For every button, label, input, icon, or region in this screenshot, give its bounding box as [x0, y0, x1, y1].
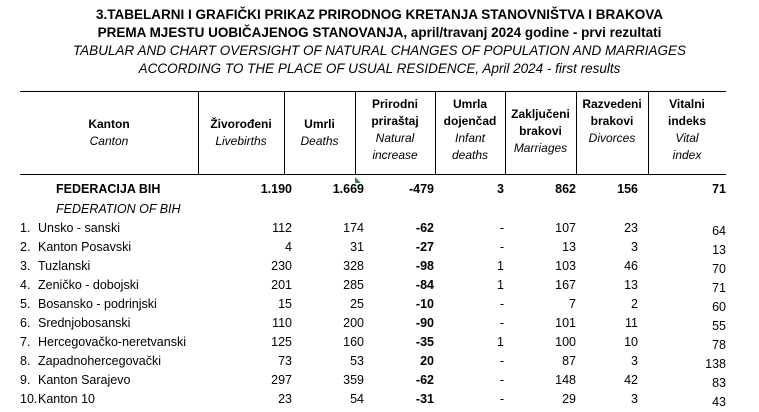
- header-infant-deaths: Umrla dojenčad Infant deaths: [443, 97, 497, 162]
- cell-marriages: 103: [555, 259, 576, 273]
- total-marriages: 862: [555, 182, 576, 196]
- cell-divorces: 42: [624, 373, 638, 387]
- cell-divorces: 10: [624, 335, 638, 349]
- cell-livebirths: 297: [271, 373, 292, 387]
- cell-name: Kanton Sarajevo: [38, 373, 131, 387]
- cell-deaths: 174: [343, 221, 364, 235]
- table-row: [20, 238, 726, 257]
- total-name: FEDERACIJA BIH: [56, 182, 161, 196]
- cell-livebirths: 230: [271, 259, 292, 273]
- cell-vital: 83: [712, 376, 726, 390]
- cell-name: Zapadnohercegovački: [38, 354, 161, 368]
- cell-natural: -35: [415, 335, 434, 349]
- cell-livebirths: 4: [285, 240, 292, 254]
- cell-marriages: 29: [562, 392, 576, 406]
- cell-no: 1.: [20, 221, 31, 235]
- cell-infant: -: [499, 392, 504, 406]
- cell-livebirths: 23: [278, 392, 292, 406]
- cell-natural: -27: [415, 240, 434, 254]
- cell-no: 9.: [20, 373, 31, 387]
- total-name-en: FEDERATION OF BIH: [56, 202, 181, 216]
- cell-divorces: 3: [631, 392, 638, 406]
- cell-deaths: 53: [350, 354, 364, 368]
- cell-deaths: 328: [343, 259, 364, 273]
- cell-name: Hercegovačko-neretvanski: [38, 335, 186, 349]
- header-kanton: Kanton Canton: [88, 117, 130, 148]
- header-deaths: Umrli Deaths: [300, 117, 339, 148]
- table-row: [20, 371, 726, 390]
- cell-natural: -90: [415, 316, 434, 330]
- cell-divorces: 3: [631, 240, 638, 254]
- cell-no: 2.: [20, 240, 31, 254]
- title-line-4: ACCORDING TO THE PLACE OF USUAL RESIDENCE, April 2024 - first results: [138, 61, 621, 76]
- header-bottom-rule: [20, 174, 726, 175]
- cell-marriages: 100: [555, 335, 576, 349]
- cell-deaths: 25: [350, 297, 364, 311]
- cell-deaths: 160: [343, 335, 364, 349]
- cell-natural: -84: [415, 278, 434, 292]
- cell-name: Zeničko - dobojski: [38, 278, 139, 292]
- total-infant: 3: [497, 182, 504, 196]
- cell-vital: 13: [712, 243, 726, 257]
- cell-vital: 60: [712, 300, 726, 314]
- cell-infant: -: [499, 221, 504, 235]
- cell-livebirths: 125: [271, 335, 292, 349]
- cell-natural: -62: [415, 221, 434, 235]
- cell-vital: 64: [712, 224, 726, 238]
- table-row: [20, 333, 726, 352]
- cell-deaths: 285: [343, 278, 364, 292]
- cell-marriages: 13: [562, 240, 576, 254]
- cell-marriages: 101: [555, 316, 576, 330]
- cell-divorces: 13: [624, 278, 638, 292]
- cell-no: 4.: [20, 278, 31, 292]
- total-vital: 71: [712, 182, 726, 196]
- cell-livebirths: 110: [272, 316, 292, 330]
- total-livebirths: 1.190: [260, 182, 292, 196]
- cell-divorces: 2: [631, 297, 638, 311]
- table-row: [20, 352, 726, 371]
- total-row-english: [20, 200, 726, 219]
- cell-deaths: 200: [343, 316, 364, 330]
- cell-no: 3.: [20, 259, 31, 273]
- cell-no: 10.: [20, 392, 38, 406]
- cell-natural: -62: [415, 373, 434, 387]
- title-line-2: PREMA MJESTU UOBIČAJENOG STANOVANJA, april/travanj 2024 godine - prvi rezultati: [97, 25, 662, 40]
- cell-deaths: 54: [350, 392, 364, 406]
- title-line-1: 3.TABELARNI I GRAFIČKI PRIKAZ PRIRODNOG KRETANJA STANOVNIŠTVA I BRAKOVA: [95, 7, 663, 22]
- cell-livebirths: 15: [278, 297, 292, 311]
- cell-vital: 78: [712, 338, 726, 352]
- cell-divorces: 3: [631, 354, 638, 368]
- total-row: [20, 180, 726, 199]
- cell-infant: 1: [497, 335, 504, 349]
- cell-natural: 20: [420, 354, 434, 368]
- cell-infant: -: [499, 354, 504, 368]
- header-divorces: Razvedeni brakovi Divorces: [582, 97, 642, 145]
- cell-no: 5.: [20, 297, 31, 311]
- cell-marriages: 167: [555, 278, 576, 292]
- cell-vital: 71: [712, 281, 726, 295]
- cell-infant: -: [499, 373, 504, 387]
- table-row: [20, 390, 726, 409]
- cell-no: 8.: [20, 354, 31, 368]
- cell-infant: 1: [497, 259, 504, 273]
- cell-name: Srednjobosanski: [38, 316, 131, 330]
- cell-natural: -10: [415, 297, 434, 311]
- cell-natural: -31: [415, 392, 434, 406]
- cell-vital: 43: [712, 395, 726, 409]
- cell-name: Bosansko - podrinjski: [38, 297, 157, 311]
- cell-livebirths: 73: [278, 354, 292, 368]
- header-top-rule: [20, 91, 726, 92]
- total-natural: -479: [408, 182, 434, 196]
- header-vital-index: Vitalni indeks Vital index: [667, 97, 706, 162]
- table-row: [20, 257, 726, 276]
- cell-name: Unsko - sanski: [38, 221, 120, 235]
- header-marriages: Zaključeni brakovi Marriages: [511, 107, 570, 155]
- header-livebirths: Živorođeni Livebirths: [210, 117, 272, 148]
- table-row: [20, 276, 726, 295]
- cell-deaths: 359: [343, 373, 364, 387]
- cell-vital: 70: [712, 262, 726, 276]
- cell-natural: -98: [415, 259, 434, 273]
- cell-infant: -: [499, 240, 504, 254]
- cell-vital: 138: [705, 357, 726, 371]
- cell-marriages: 87: [562, 354, 576, 368]
- table-row: [20, 314, 726, 333]
- cell-infant: 1: [497, 278, 504, 292]
- cell-divorces: 23: [624, 221, 638, 235]
- cell-marriages: 107: [555, 221, 576, 235]
- cell-livebirths: 201: [271, 278, 292, 292]
- cell-deaths: 31: [350, 240, 364, 254]
- cell-divorces: 46: [624, 259, 638, 273]
- total-deaths: 1.669: [332, 182, 364, 196]
- cell-name: Kanton Posavski: [38, 240, 132, 254]
- cell-no: 6.: [20, 316, 31, 330]
- cell-divorces: 11: [625, 316, 638, 330]
- title-line-3: TABULAR AND CHART OVERSIGHT OF NATURAL CHANGES OF POPULATION AND MARRIAGES: [72, 43, 687, 58]
- cell-infant: -: [499, 297, 504, 311]
- header-natural-increase: Prirodni priraštaj Natural increase: [371, 97, 419, 162]
- cell-livebirths: 112: [272, 221, 292, 235]
- cell-infant: -: [499, 316, 504, 330]
- report-title: [0, 6, 759, 78]
- cell-vital: 55: [712, 319, 726, 333]
- cell-name: Tuzlanski: [38, 259, 91, 273]
- total-divorces: 156: [617, 182, 638, 196]
- table-row: [20, 219, 726, 238]
- cell-marriages: 148: [555, 373, 576, 387]
- cell-no: 7.: [20, 335, 31, 349]
- table-row: [20, 295, 726, 314]
- cell-name: Kanton 10: [38, 392, 95, 406]
- cell-marriages: 7: [569, 297, 576, 311]
